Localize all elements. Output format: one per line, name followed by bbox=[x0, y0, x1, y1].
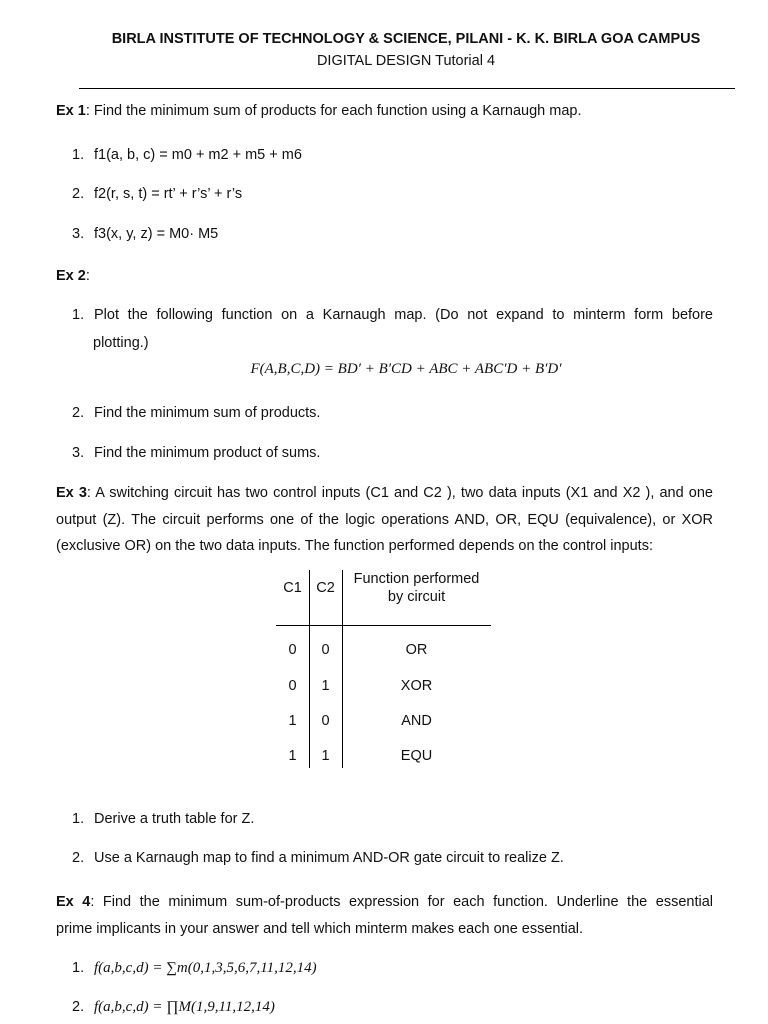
control-function-table bbox=[276, 568, 491, 768]
ex2-item-3 bbox=[72, 440, 713, 467]
ex2-item-1-num: 1. bbox=[72, 307, 85, 323]
ex4-item-2 bbox=[72, 994, 713, 1021]
ex2-item-3-num: 3. bbox=[72, 445, 85, 461]
ex3-item-1-text: Derive a truth table for Z. bbox=[94, 811, 255, 827]
ex2-intro bbox=[56, 263, 713, 290]
table-row-4-c1: 1 bbox=[288, 748, 297, 764]
ex3-item-2 bbox=[72, 845, 713, 872]
table-row-1-c2: 0 bbox=[321, 642, 330, 658]
header-title: BIRLA INSTITUTE OF TECHNOLOGY & SCIENCE, PILANI - K. K. BIRLA GOA CAMPUS bbox=[111, 31, 701, 47]
ex4-paragraph bbox=[56, 889, 713, 942]
table-row-1-function: OR bbox=[405, 642, 428, 658]
header-divider bbox=[79, 88, 735, 89]
table-row-3-c1: 1 bbox=[288, 713, 297, 729]
ex1-item-1-text: f1(a, b, c) = m0 + m2 + m5 + m6 bbox=[94, 147, 302, 163]
table-header-function-line-1: Function performed bbox=[353, 571, 480, 587]
ex3-item-1-num: 1. bbox=[72, 811, 85, 827]
ex2-label: Ex 2 bbox=[56, 268, 86, 284]
ex1-item-2-text: f2(r, s, t) = rt’ + r’s’ + r’s bbox=[94, 186, 243, 202]
ex2-item-3-text: Find the minimum product of sums. bbox=[94, 445, 321, 461]
ex1-label: Ex 1 bbox=[56, 103, 86, 119]
ex2-item-2-num: 2. bbox=[72, 405, 85, 421]
ex4-item-2-text: f(a,b,c,d) = ∏M(1,9,11,12,14) bbox=[94, 999, 275, 1015]
table-row-4-c2: 1 bbox=[321, 748, 330, 764]
ex4-line-1-text: : Find the minimum sum-of-products expression for each function. Underline the essential bbox=[90, 894, 713, 910]
table-row-3-c2: 0 bbox=[321, 713, 330, 729]
table-header-c2: C2 bbox=[316, 580, 335, 596]
ex2-item-1 bbox=[72, 302, 713, 329]
ex4-item-1 bbox=[72, 955, 713, 982]
table-header-function-line-2: by circuit bbox=[387, 589, 446, 605]
ex3-item-2-num: 2. bbox=[72, 850, 85, 866]
table-divider-1 bbox=[309, 570, 310, 768]
ex1-item-2 bbox=[72, 181, 713, 208]
ex3-line-2: output (Z). The circuit performs one of the logic operations AND, OR, EQU (equivalence), or XOR bbox=[56, 511, 713, 528]
ex3-item-2-text: Use a Karnaugh map to find a minimum AND-OR gate circuit to realize Z. bbox=[94, 850, 564, 866]
ex1-text: : Find the minimum sum of products for each function using a Karnaugh map. bbox=[85, 103, 582, 119]
header-subtitle: DIGITAL DESIGN Tutorial 4 bbox=[316, 53, 496, 69]
ex3-item-1 bbox=[72, 806, 713, 833]
table-row-2-c2: 1 bbox=[321, 678, 330, 694]
ex1-item-3 bbox=[72, 221, 713, 248]
table-header-c1: C1 bbox=[283, 580, 302, 596]
ex1-item-1-num: 1. bbox=[72, 147, 85, 163]
ex3-line-1 bbox=[56, 480, 713, 507]
ex3-paragraph bbox=[56, 480, 713, 560]
ex1-intro bbox=[56, 98, 713, 125]
ex2-equation: F(A,B,C,D) = BD′ + B′CD + ABC + ABC′D + B′D′ bbox=[250, 361, 562, 377]
ex4-item-2-num: 2. bbox=[72, 999, 85, 1015]
table-row-4-function: EQU bbox=[400, 748, 433, 764]
ex3-line-1-text: : A switching circuit has two control inputs (C1 and C2 ), two data inputs (X1 and X2 ), and one bbox=[86, 485, 713, 501]
ex1-item-2-num: 2. bbox=[72, 186, 85, 202]
ex4-item-1-num: 1. bbox=[72, 960, 85, 976]
table-row-1-c1: 0 bbox=[288, 642, 297, 658]
table-row-2-function: XOR bbox=[400, 678, 433, 694]
ex1-item-3-num: 3. bbox=[72, 226, 85, 242]
ex4-label: Ex 4 bbox=[56, 894, 91, 910]
ex3-label: Ex 3 bbox=[56, 485, 87, 501]
ex4-line-1 bbox=[56, 889, 713, 916]
ex1-item-1 bbox=[72, 142, 713, 169]
ex3-line-3: (exclusive OR) on the two data inputs. The function performed depends on the control inputs: bbox=[56, 538, 653, 554]
ex1-item-3-text: f3(x, y, z) = M0· M5 bbox=[94, 226, 219, 242]
table-row-3-function: AND bbox=[401, 713, 432, 729]
ex4-line-2: prime implicants in your answer and tell which minterm makes each one essential. bbox=[56, 920, 584, 937]
ex2-item-1-text: Plot the following function on a Karnaugh map. (Do not expand to minterm form before bbox=[94, 307, 713, 323]
table-header-rule bbox=[276, 625, 491, 626]
ex2-text: : bbox=[85, 268, 90, 284]
ex2-item-2 bbox=[72, 400, 713, 427]
ex2-item-2-text: Find the minimum sum of products. bbox=[94, 405, 321, 421]
ex2-item-1-continuation: plotting.) bbox=[93, 335, 149, 351]
ex4-item-1-text: f(a,b,c,d) = ∑m(0,1,3,5,6,7,11,12,14) bbox=[94, 960, 317, 976]
table-row-2-c1: 0 bbox=[288, 678, 297, 694]
